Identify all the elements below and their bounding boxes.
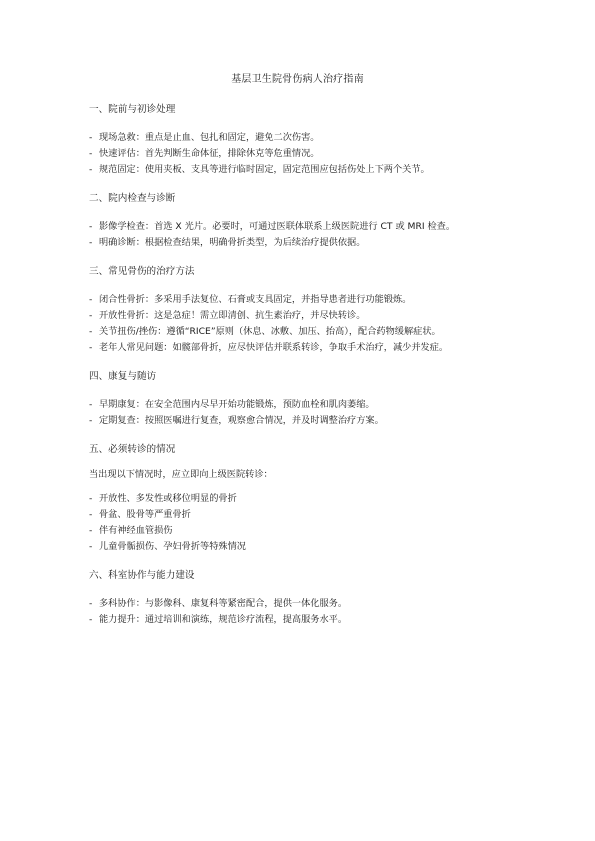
bullet-text: 伴有神经血管损伤 [99,525,173,536]
bullet-text: 快速评估：首先判断生命体征，排除休克等危重情况。 [99,148,320,159]
bullet-dash: - [89,310,93,321]
bullet-dash: - [89,342,93,353]
bullet-dash: - [89,237,93,248]
bullet-item [89,507,519,523]
section-6 [89,569,519,628]
bullet-text: 关节扭伤/挫伤：遵循“RICE”原则（休息、冰敷、加压、抬高），配合药物缓解症状。 [99,326,441,337]
bullet-text: 儿童骨骺损伤、孕妇骨折等特殊情况 [99,541,246,552]
section-4 [89,370,519,429]
bullet-item [89,397,519,413]
bullet-item [89,491,519,507]
bullet-dash: - [89,164,93,175]
bullet-list [89,219,519,251]
bullet-list [89,491,519,555]
bullet-item [89,324,519,340]
section-intro: 当出现以下情况时，应立即向上级医院转诊： [89,469,273,480]
section-3 [89,265,519,356]
bullet-text: 开放性骨折：这是急症！需立即清创、抗生素治疗，并尽快转诊。 [99,310,366,321]
bullet-dash: - [89,541,93,552]
bullet-item [89,340,519,356]
bullet-text: 明确诊断：根据检查结果，明确骨折类型，为后续治疗提供依据。 [99,237,366,248]
bullet-dash: - [89,614,93,625]
document-body [89,103,519,642]
section-heading: 二、院内检查与诊断 [89,193,176,204]
bullet-item [89,596,519,612]
bullet-dash: - [89,326,93,337]
bullet-item [89,308,519,324]
bullet-text: 骨盆、股骨等严重骨折 [99,509,191,520]
bullet-text: 多科协作：与影像科、康复科等紧密配合，提供一体化服务。 [99,598,348,609]
bullet-text: 影像学检查：首选 X 光片。必要时，可通过医联体联系上级医院进行 CT 或 MRI 检查。 [99,221,456,232]
bullet-list [89,292,519,356]
bullet-dash: - [89,415,93,426]
bullet-text: 闭合性骨折：多采用手法复位、石膏或支具固定，并指导患者进行功能锻炼。 [99,294,412,305]
bullet-dash: - [89,493,93,504]
section-1 [89,103,519,178]
bullet-dash: - [89,598,93,609]
section-heading: 五、必须转诊的情况 [89,444,176,455]
section-5 [89,443,519,555]
bullet-dash: - [89,132,93,143]
bullet-text: 老年人常见问题：如髋部骨折，应尽快评估并联系转诊，争取手术治疗，减少并发症。 [99,342,449,353]
bullet-item [89,523,519,539]
bullet-dash: - [89,294,93,305]
bullet-item [89,292,519,308]
bullet-list [89,397,519,429]
bullet-dash: - [89,525,93,536]
bullet-item [89,235,519,251]
bullet-list [89,130,519,178]
bullet-dash: - [89,509,93,520]
bullet-item [89,146,519,162]
bullet-text: 开放性、多发性或移位明显的骨折 [99,493,237,504]
section-heading: 一、院前与初诊处理 [89,104,176,115]
bullet-dash: - [89,148,93,159]
bullet-item [89,612,519,628]
bullet-item [89,219,519,235]
bullet-text: 能力提升：通过培训和演练，规范诊疗流程，提高服务水平。 [99,614,348,625]
section-heading: 三、常见骨伤的治疗方法 [89,266,195,277]
bullet-item [89,413,519,429]
section-heading: 六、科室协作与能力建设 [89,570,195,581]
section-2 [89,192,519,251]
bullet-item [89,539,519,555]
document-title: 基层卫生院骨伤病人治疗指南 [231,74,364,85]
bullet-item [89,130,519,146]
bullet-dash: - [89,399,93,410]
section-heading: 四、康复与随访 [89,371,157,382]
bullet-list [89,596,519,628]
bullet-text: 早期康复：在安全范围内尽早开始功能锻炼，预防血栓和肌肉萎缩。 [99,399,375,410]
bullet-dash: - [89,221,93,232]
bullet-text: 定期复查：按照医嘱进行复查，观察愈合情况，并及时调整治疗方案。 [99,415,384,426]
bullet-text: 现场急救：重点是止血、包扎和固定，避免二次伤害。 [99,132,320,143]
bullet-item [89,162,519,178]
bullet-text: 规范固定：使用夹板、支具等进行临时固定，固定范围应包括伤处上下两个关节。 [99,164,430,175]
